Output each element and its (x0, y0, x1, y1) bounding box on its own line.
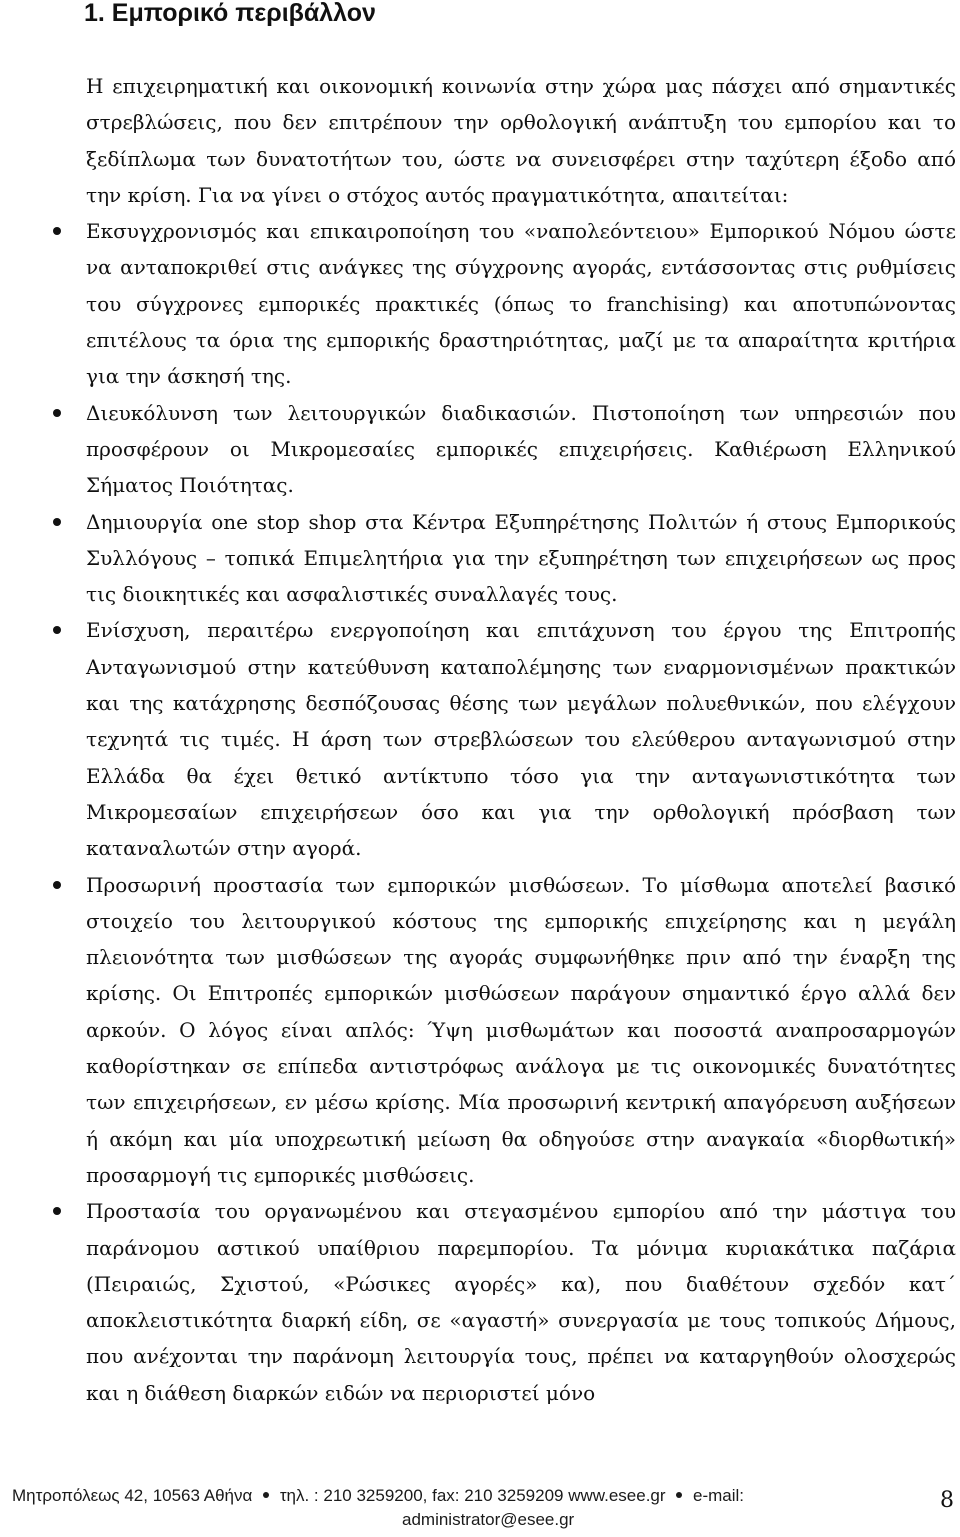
bullet-icon (53, 518, 61, 526)
list-item-text: Προστασία του οργανωμένου και στεγασμένου εμπορίου από την μάστιγα του παράνομου αστικού υπαίθριου παρεμπορίου. Τα μόνιμα κυριακάτικα παζάρια (Πειραιώς, Σχιστού, «Ρώσικες αγορές» κα), που διαθέτουν σχεδόν κατ΄ αποκλειστικότητα διαρκή είδη, σε «αγαστή» συνεργασία με τους τοπικούς Δήμους, που ανέχονται την παράνομη λειτουργία τους, πρέπει να καταργηθούν ολοσχερώς και η διάθεση διαρκών ειδών να περιοριστεί μόνο (86, 1199, 956, 1405)
bullet-icon (53, 881, 61, 889)
footer-phone: τηλ. : 210 3259200, fax: 210 3259209 (279, 1486, 564, 1505)
list-item-text: Εκσυγχρονισμός και επικαιροποίηση του «ναπολεόντειου» Εμπορικού Νόμου ώστε να ανταποκριθεί στις ανάγκες της σύγχρονης αγοράς, εντάσσοντας στις ρυθμίσεις του σύγχρονες εμπορικές πρακτικές (όπως το franchising) και αποτυπώνοντας επιτέλους τα όρια της εμπορικής δραστηριότητας, μαζί με τα απαραίτητα κριτήρια για την άσκησή της. (86, 219, 956, 389)
bullet-icon (53, 626, 61, 634)
page-footer (0, 1484, 960, 1537)
bullet-icon (53, 409, 61, 417)
footer-address: Μητροπόλεως 42, 10563 Αθήνα (12, 1486, 253, 1505)
list-item (86, 504, 956, 613)
list-item (86, 395, 956, 504)
footer-email[interactable]: administrator@esee.gr (402, 1510, 575, 1529)
footer-contact-line (12, 1484, 744, 1508)
page-number: 8 (940, 1488, 954, 1513)
footer-website[interactable]: www.esee.gr (568, 1486, 666, 1505)
list-item (86, 213, 956, 394)
bullet-separator-icon (263, 1492, 269, 1498)
bullet-separator-icon (676, 1492, 682, 1498)
list-item (86, 612, 956, 866)
bullet-icon (53, 1207, 61, 1215)
list-item-text: Δημιουργία one stop shop στα Κέντρα Εξυπηρέτησης Πολιτών ή στους Εμπορικούς Συλλόγους – τοπικά Επιμελητήρια για την εξυπηρέτηση των επιχειρήσεων ως προς τις διοικητικές και ασφαλιστικές συναλλαγές τους. (86, 509, 956, 607)
footer-email-line (402, 1508, 574, 1532)
list-item-text: Προσωρινή προστασία των εμπορικών μισθώσεων. Το μίσθωμα αποτελεί βασικό στοιχείο του λειτουργικού κόστους της εμπορικής επιχείρησης και η μεγάλη πλειονότητα των μισθώσεων της αγοράς συμφωνήθηκε πριν από την έναρξη της κρίσης. Οι Επιτροπές εμπορικών μισθώσεων παράγουν σημαντικό έργο αλλά δεν αρκούν. Ο λόγος είναι απλός: Ύψη μισθωμάτων και ποσοστά αναπροσαρμογών καθορίστηκαν σε επίπεδα αντιστρόφως ανάλογα με τις οικονομικές δυνατότητες των επιχειρήσεων, εν μέσω κρίσης. Μία προσωρινή κεντρική απαγόρευση αυξήσεων ή ακόμη και μία υποχρεωτική μείωση θα οδηγούσε στην αναγκαία «διορθωτική» προσαρμογή τις εμπορικές μισθώσεις. (86, 872, 956, 1187)
footer-email-label: e-mail: (693, 1486, 745, 1505)
section-heading: 1. Εμπορικό περιβάλλον (84, 0, 376, 27)
list-item-text: Ενίσχυση, περαιτέρω ενεργοποίηση και επιτάχυνση του έργου της Επιτροπής Ανταγωνισμού στην κατεύθυνση καταπολέμησης των εναρμονισμένων πρακτικών και της κατάχρησης δεσπόζουσας θέσης των μεγάλων πολυεθνικών, που ελέγχουν τεχνητά τις τιμές. Η άρση των στρεβλώσεων του ελεύθερου ανταγωνισμού στην Ελλάδα θα έχει θετικό αντίκτυπο τόσο για την ανταγωνιστικότητα των Μικρομεσαίων επιχειρήσεων όσο και για την ορθολογική πρόσβαση των καταναλωτών στην αγορά. (86, 618, 956, 861)
bullet-icon (53, 227, 61, 235)
list-item-text: Διευκόλυνση των λειτουργικών διαδικασιών. Πιστοποίηση των υπηρεσιών που προσφέρουν οι Μικρομεσαίες εμπορικές επιχειρήσεις. Καθιέρωση Ελληνικού Σήματος Ποιότητας. (86, 400, 956, 498)
list-item (86, 1193, 956, 1411)
requirements-list (86, 213, 956, 1411)
intro-paragraph: Η επιχειρηματική και οικονομική κοινωνία στην χώρα μας πάσχει από σημαντικές στρεβλώσεις, που δεν επιτρέπουν την ορθολογική ανάπτυξη του εμπορίου και το ξεδίπλωμα των δυνατοτήτων του, ώστε να συνεισφέρει στην ταχύτερη έξοδο από την κρίση. Για να γίνει ο στόχος αυτός πραγματικότητα, απαιτείται: (86, 74, 956, 207)
list-item (86, 867, 956, 1194)
section-body (86, 68, 956, 1411)
